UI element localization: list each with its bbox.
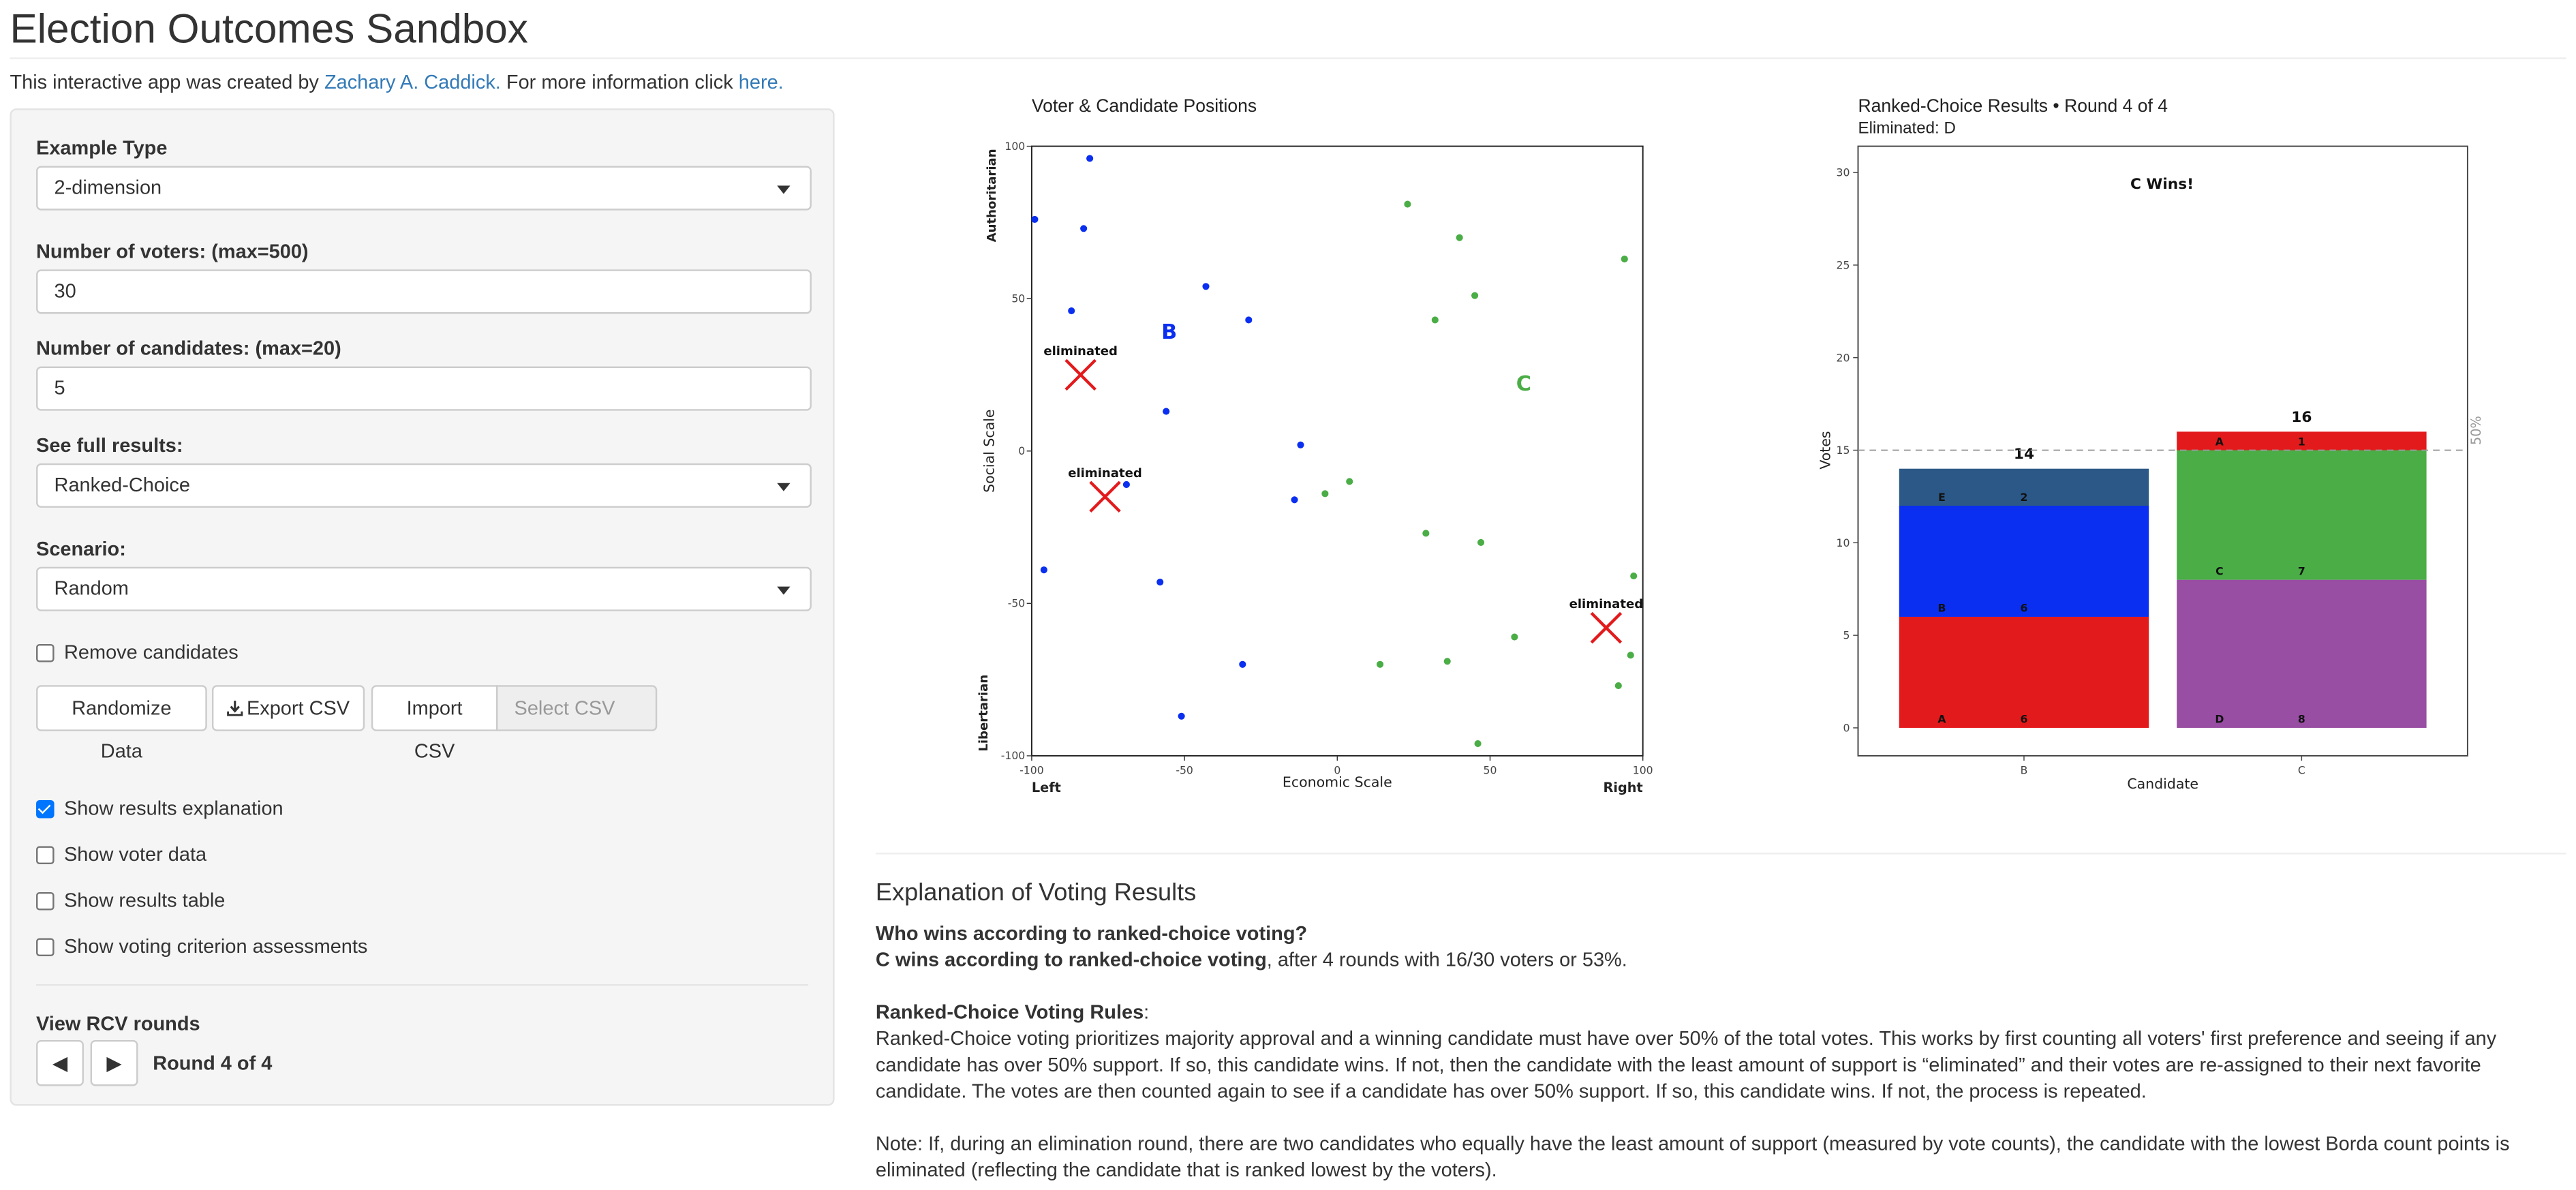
checkbox-box[interactable] <box>36 845 55 864</box>
export-csv-button[interactable] <box>212 685 365 731</box>
segment-value-label: 7 <box>2297 564 2305 578</box>
export-csv-label: Export CSV <box>246 697 350 720</box>
intro-mid: For more information click <box>506 70 733 94</box>
y-tick-label: -50 <box>1007 596 1026 610</box>
checkbox-box[interactable] <box>36 643 55 662</box>
scatter-title: Voter & Candidate Positions <box>1031 97 1257 117</box>
voter-point-green <box>1627 652 1634 658</box>
segment-value-label: 8 <box>2297 712 2305 726</box>
example-type-select[interactable] <box>36 166 812 210</box>
bar-segment-b-b <box>1899 506 2149 617</box>
sidebar-divider <box>36 984 808 986</box>
num-candidates-value: 5 <box>54 376 65 399</box>
voter-point-green <box>1346 478 1353 485</box>
x-axis-label: Economic Scale <box>1282 774 1392 791</box>
rules-text: Ranked-Choice voting prioritizes majority approval and a winning candidate must have over 50% of the total votes. This works by first counting all voters' first preference and seeing if any candidate has over 50% support. If so, this candidate wins. If not, then the candidate with the least amount of support is “eliminated” and their votes are re-assigned to their next favorite candidate. The votes are then counted again to see if a candidate has over 50% support. If so, this candidate wins. If not, the process is repeated. <box>875 1026 2497 1103</box>
bar-total-label: 14 <box>2013 446 2035 463</box>
show-criterion-checkbox[interactable] <box>36 935 367 958</box>
y-tick-label: 20 <box>1836 351 1850 365</box>
triangle-right-icon: ▶ <box>106 1051 122 1075</box>
scenario-label: Scenario: <box>36 537 126 561</box>
num-candidates-input[interactable] <box>36 367 812 411</box>
sidebar-panel <box>10 108 834 1105</box>
voter-point-blue <box>1163 408 1169 415</box>
eliminated-label: eliminated <box>1068 466 1142 480</box>
show-voter-data-checkbox[interactable] <box>36 843 206 866</box>
x-axis-label: Candidate <box>2127 776 2199 793</box>
eliminated-marker-d <box>1591 613 1621 642</box>
y-tick-label: 0 <box>1843 721 1850 735</box>
y-end-top-label: Authoritarian <box>984 149 999 243</box>
next-round-button[interactable] <box>91 1040 138 1086</box>
explanation-answer <box>876 947 2560 973</box>
x-end-right-label: Right <box>1603 779 1643 795</box>
intro-prefix: This interactive app was created by <box>10 70 319 94</box>
candidate-label-b: B <box>1161 320 1178 344</box>
voter-point-blue <box>1156 579 1163 585</box>
download-icon <box>227 700 243 716</box>
chevron-down-icon <box>777 185 790 194</box>
voter-point-blue <box>1239 661 1246 668</box>
segment-value-label: 2 <box>2020 490 2028 504</box>
num-voters-label: Number of voters: (max=500) <box>36 239 309 263</box>
num-voters-input[interactable] <box>36 269 812 314</box>
eliminated-marker-a <box>1066 360 1095 389</box>
y-tick-label: 100 <box>1005 139 1026 153</box>
checkbox-box[interactable] <box>36 891 55 910</box>
author-link[interactable]: Zachary A. Caddick. <box>324 70 501 94</box>
num-candidates-label: Number of candidates: (max=20) <box>36 337 341 360</box>
voter-point-green <box>1432 316 1439 323</box>
import-csv-button[interactable]: Import CSV <box>371 685 498 731</box>
segment-source-label: A <box>1937 712 1946 726</box>
voter-point-blue <box>1202 283 1209 290</box>
y-tick-label: 25 <box>1836 258 1850 272</box>
show-explanation-checkbox[interactable] <box>36 797 283 820</box>
bar-chart-title: Ranked-Choice Results • Round 4 of 4 <box>1858 97 2168 117</box>
x-tick-label: B <box>2020 763 2028 777</box>
info-link[interactable]: here. <box>738 70 784 94</box>
x-end-left-label: Left <box>1031 779 1061 795</box>
bar-chart <box>1807 132 2497 797</box>
prev-round-button[interactable] <box>36 1040 84 1086</box>
round-indicator: Round 4 of 4 <box>153 1051 273 1075</box>
y-tick-label: 30 <box>1836 166 1850 179</box>
explanation-heading: Explanation of Voting Results <box>875 879 1197 907</box>
checkbox-label: Show results explanation <box>64 797 283 820</box>
checkbox-box[interactable] <box>36 799 55 818</box>
x-tick-label: 100 <box>1632 763 1653 777</box>
voter-point-green <box>1422 530 1429 536</box>
randomize-data-button[interactable]: Randomize Data <box>36 685 207 731</box>
voter-point-green <box>1444 658 1451 665</box>
answer-rest: , after 4 rounds with 16/30 voters or 53%. <box>1266 947 1627 971</box>
explanation-question <box>876 920 2560 947</box>
voter-point-blue <box>1068 307 1075 314</box>
question-text: Who wins according to ranked-choice voting? <box>875 921 1308 945</box>
voter-point-blue <box>1245 316 1252 323</box>
scenario-select[interactable] <box>36 567 812 611</box>
candidate-label-c: C <box>1516 371 1531 396</box>
voter-point-blue <box>1031 216 1038 223</box>
rules-heading-text: Ranked-Choice Voting Rules <box>875 1001 1144 1024</box>
winner-annotation: C Wins! <box>2130 176 2194 194</box>
voter-point-green <box>1475 740 1482 747</box>
voter-point-green <box>1471 292 1478 299</box>
scatter-frame <box>1032 147 1643 756</box>
voter-point-blue <box>1080 225 1087 232</box>
voter-point-green <box>1615 682 1622 689</box>
voter-point-blue <box>1123 481 1130 488</box>
title-divider <box>10 57 2566 59</box>
voter-point-blue <box>1178 713 1185 720</box>
checkbox-label: Show voting criterion assessments <box>64 934 368 958</box>
y-axis-label: Votes <box>1817 431 1834 470</box>
rules-heading <box>876 999 2560 1026</box>
segment-source-label: B <box>1937 601 1946 615</box>
voter-point-blue <box>1041 566 1047 573</box>
voter-point-green <box>1511 633 1518 640</box>
voter-point-green <box>1456 234 1463 241</box>
voter-point-blue <box>1086 155 1093 162</box>
eliminated-marker-e <box>1090 482 1120 511</box>
x-tick-label: -100 <box>1019 763 1044 777</box>
remove-candidates-checkbox[interactable] <box>36 641 239 664</box>
explanation-divider <box>876 853 2566 854</box>
checkbox-label: Show voter data <box>64 842 207 866</box>
voter-point-green <box>1477 539 1484 546</box>
example-type-label: Example Type <box>36 136 168 159</box>
y-end-bottom-label: Libertarian <box>976 674 991 752</box>
y-tick-label: 50 <box>1011 292 1026 305</box>
scatter-plot <box>969 132 1659 797</box>
show-results-table-checkbox[interactable] <box>36 889 225 912</box>
voter-point-blue <box>1291 496 1298 503</box>
bar-total-label: 16 <box>2291 408 2312 426</box>
triangle-left-icon: ◀ <box>52 1051 68 1075</box>
x-tick-label: C <box>2297 763 2305 777</box>
segment-value-label: 6 <box>2020 601 2028 615</box>
voter-point-green <box>1621 256 1628 262</box>
voter-point-green <box>1377 661 1383 668</box>
chevron-down-icon <box>777 483 790 491</box>
bar-segment-c-d <box>2177 580 2426 728</box>
voter-point-green <box>1404 200 1411 207</box>
x-tick-label: 0 <box>1334 763 1341 777</box>
y-axis-label: Social Scale <box>981 409 998 493</box>
threshold-label: 50% <box>2468 416 2485 446</box>
segment-source-label: E <box>1938 490 1946 504</box>
scenario-value: Random <box>54 577 129 600</box>
voter-point-blue <box>1297 442 1304 448</box>
note-text: Note: If, during an elimination round, there are two candidates who equally have the least amount of support (measured by vote counts), the candidate with the lowest Borda count points is eliminated (reflecting the candidate that is ranked lowest by the voters). <box>875 1131 2510 1182</box>
answer-bold: C wins according to ranked-choice voting <box>875 947 1267 971</box>
segment-source-label: D <box>2215 712 2224 726</box>
app-title: Election Outcomes Sandbox <box>10 6 528 53</box>
y-tick-label: 10 <box>1836 536 1850 549</box>
num-voters-value: 30 <box>54 279 76 303</box>
full-results-select[interactable] <box>36 463 812 508</box>
bar-chart-subtitle: Eliminated: D <box>1858 119 1956 138</box>
eliminated-label: eliminated <box>1043 344 1118 359</box>
y-tick-label: 5 <box>1843 628 1850 642</box>
full-results-label: See full results: <box>36 433 183 457</box>
remove-candidates-label: Remove candidates <box>64 641 239 664</box>
y-tick-label: -100 <box>1000 749 1026 763</box>
y-tick-label: 15 <box>1836 444 1850 457</box>
segment-value-label: 1 <box>2297 435 2305 448</box>
y-tick-label: 0 <box>1018 444 1026 458</box>
voter-point-green <box>1321 490 1328 497</box>
example-type-value: 2-dimension <box>54 175 162 199</box>
x-tick-label: 50 <box>1483 763 1497 777</box>
voter-point-green <box>1630 573 1637 579</box>
bar-segment-b-a <box>1899 617 2149 728</box>
rcv-rounds-label: View RCV rounds <box>36 1011 200 1035</box>
checkbox-box[interactable] <box>36 937 55 956</box>
x-tick-label: -50 <box>1176 763 1193 777</box>
intro-text <box>10 71 783 94</box>
eliminated-label: eliminated <box>1569 597 1644 612</box>
select-csv-field[interactable]: Select CSV <box>496 685 657 731</box>
segment-source-label: C <box>2215 564 2224 578</box>
rules-colon: : <box>1144 1001 1150 1024</box>
checkbox-label: Show results table <box>64 889 226 912</box>
chevron-down-icon <box>777 587 790 595</box>
bar-segment-c-c <box>2177 451 2426 580</box>
segment-source-label: A <box>2215 435 2224 448</box>
segment-value-label: 6 <box>2020 712 2028 726</box>
full-results-value: Ranked-Choice <box>54 473 190 497</box>
